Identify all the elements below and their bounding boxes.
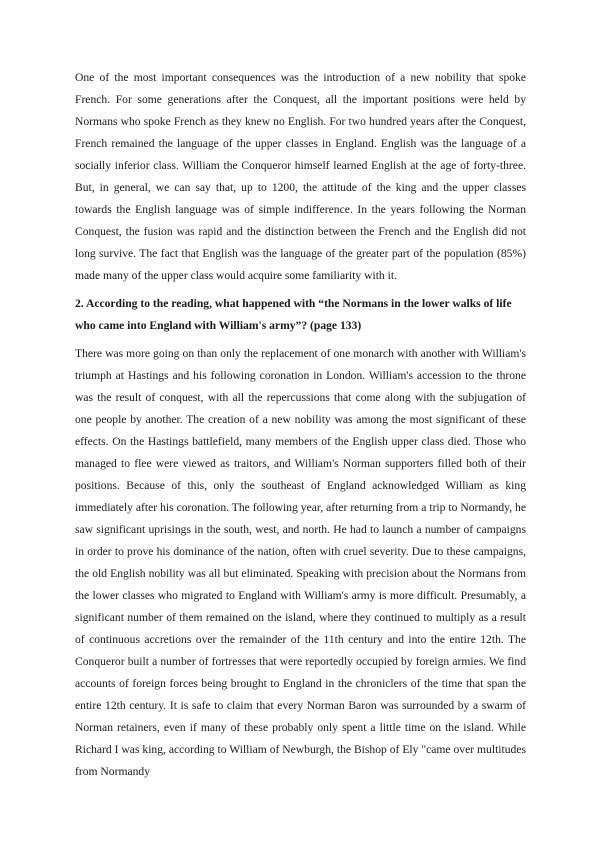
paragraph-answer: There was more going on than only the replacement of one monarch with another with William's triumph at Hastings and his following coronation in London. William's accession to the throne was the result of conquest, with all the repercussions that come along with the subjugation of one people by another. The creation of a new nobility was among the most significant of these effects. On the Hastings battlefield, many members of the English upper class died. Those who managed to flee were viewed as traitors, and William's Norman supporters filled both of their positions. Because of this, only the southeast of England acknowledged William as king immediately after his coronation. The following year, after returning from a trip to Normandy, he saw significant uprisings in the south, west, and north. He had to launch a number of campaigns in order to prove his dominance of the nation, often with cruel severity. Due to these campaigns, the old English nobility was all but eliminated. Speaking with precision about the Normans from the lower classes who migrated to England with William's army is more difficult. Presumably, a significant number of them remained on the island, where they continued to multiply as a result of continuous accretions over the remainder of the 11th century and into the entire 12th. The Conqueror built a number of fortresses that were reportedly occupied by foreign armies. We find accounts of foreign forces being brought to England in the chroniclers of the time that span the entire 12th century. It is safe to claim that every Norman Baron was surrounded by a swarm of Norman retainers, even if many of these probably only spent a little time on the island. While Richard I was king, according to William of Newburgh, the Bishop of Ely "came over multitudes from Normandy	[75, 347, 526, 778]
paragraph-norman-nobility: One of the most important consequences was the introduction of a new nobility that spoke French. For some generations after the Conquest, all the important positions were held by Normans who spoke French as they knew no English. For two hundred years after the Conquest, French remained the language of the upper classes in England. English was the language of a socially inferior class. William the Conqueror himself learned English at the age of forty-three. But, in general, we can say that, up to 1200, the attitude of the king and the upper classes towards the English language was of simple indifference. In the years following the Norman Conquest, the fusion was rapid and the distinction between the French and the English did not long survive. The fact that English was the language of the greater part of the population (85%) made many of the upper class would acquire some familiarity with it.	[75, 71, 526, 282]
question-heading: 2. According to the reading, what happened with “the Normans in the lower walks of life who came into England with William's army”? (page 133)	[75, 297, 512, 332]
document-body	[75, 67, 526, 783]
